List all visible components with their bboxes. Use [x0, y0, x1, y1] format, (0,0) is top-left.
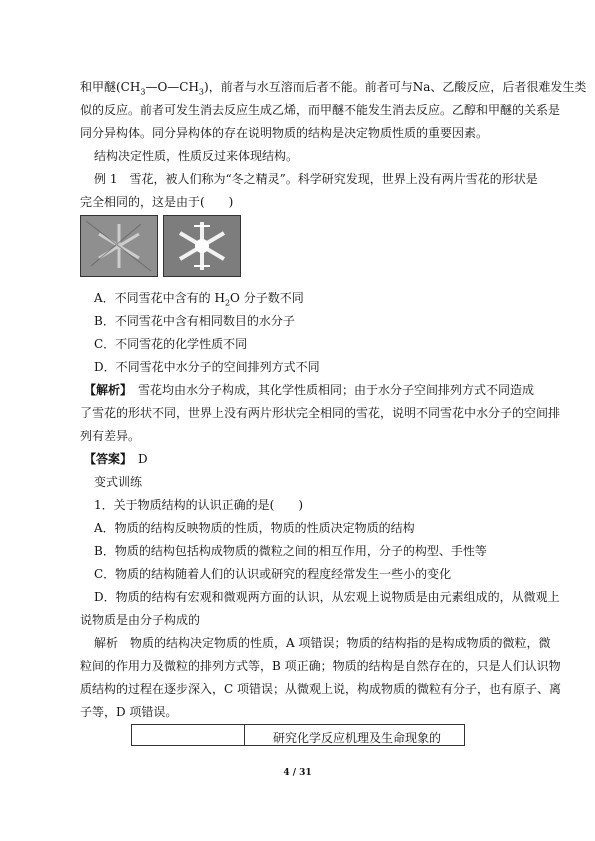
example-stem: 完全相同的，这是由于( ): [80, 195, 234, 209]
text-line: 【解析】 雪花均由水分子构成，其化学性质相同；由于水分子空间排列方式不同造成: [84, 383, 535, 397]
question-1: 1．关于物质结构的认识正确的是( ): [94, 498, 303, 512]
text-line: 质结构的过程在逐步深入，C 项错误；从微观上说，构成物质的微粒有分子，也有原子、离: [80, 682, 561, 696]
option-d: D．不同雪花中水分子的空间排列方式不同: [94, 360, 320, 374]
option-b: B．物质的结构包括构成物质的微粒之间的相互作用，分子的构型、手性等: [94, 544, 487, 558]
paragraph-structure: 结构决定性质，性质反过来体现结构。: [94, 149, 299, 163]
page-number: 4 / 31: [283, 768, 312, 778]
table-cell: 研究化学反应机理及生命现象的: [273, 731, 442, 745]
text-line: 列有差异。: [80, 429, 141, 443]
option-d: D．物质的结构有宏观和微观两方面的认识，从宏观上说物质是由元素组成的，从微观上: [94, 590, 560, 604]
option-a: A．不同雪花中含有的 $H_2O$ 分子数不同: [94, 291, 304, 308]
answer-1: 【答案】 D: [84, 452, 148, 466]
table-divider: [244, 725, 245, 745]
variant-heading: 变式训练: [94, 475, 143, 489]
option-b: B．不同雪花中含有相同数目的水分子: [94, 314, 295, 328]
text-line: 子等，D 项错误。: [80, 705, 178, 719]
option-a: A．物质的结构反映物质的性质，物质的性质决定物质的结构: [94, 521, 415, 535]
snowflake-photo: [80, 215, 158, 277]
option-c: C．不同雪花的化学性质不同: [94, 337, 248, 351]
table-fragment: [131, 724, 465, 746]
option-c: C．物质的结构随着人们的认识或研究的程度经常发生一些小的变化: [94, 567, 452, 581]
option-d-cont: 说物质是由分子构成的: [80, 613, 201, 627]
text-line: 解析 物质的结构决定物质的性质，A 项错误；物质的结构指的是构成物质的微粒，微: [94, 636, 551, 650]
example-stem: 例 1 雪花，被人们称为“冬之精灵”。科学研究发现，世界上没有两片雪花的形状是: [94, 172, 538, 186]
text-line: 粒间的作用力及微粒的排列方式等，B 项正确；物质的结构是自然存在的，只是人们认识物: [80, 659, 561, 673]
text-line: 似的反应。前者可发生消去反应生成乙烯，而甲醚不能发生消去反应。乙醇和甲醚的关系是: [80, 103, 561, 117]
snowflake-photo: [163, 215, 241, 277]
text-line: 和甲醚$(CH_3—O—CH_3)$，前者与水互溶而后者不能。前者可与Na、乙酸反应，后者很难发生类: [80, 80, 587, 97]
text-line: 了雪花的形状不同，世界上没有两片形状完全相同的雪花，说明不同雪花中水分子的空间排: [80, 406, 561, 420]
text-line: 同分异构体。同分异构体的存在说明物质的结构是决定物质性质的重要因素。: [80, 126, 489, 140]
